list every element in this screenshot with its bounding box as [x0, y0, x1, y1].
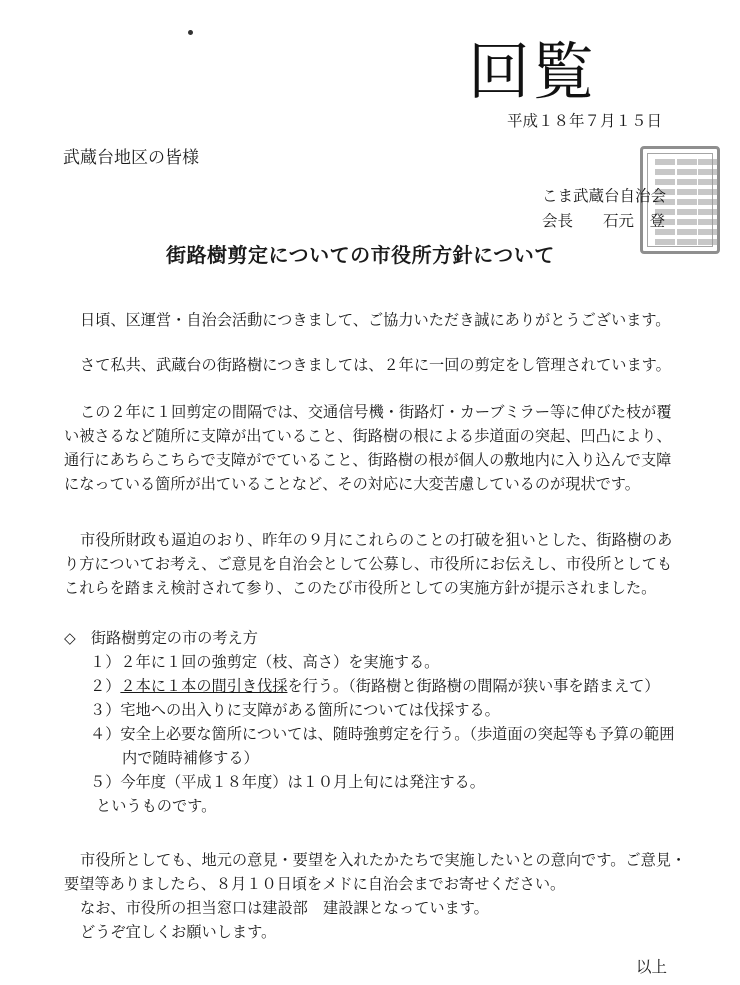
text-line: 市役所としても、地元の意見・要望を入れたかたちで実施したいとの意向です。ご意見・ — [80, 851, 687, 869]
policy-item-4: ４）安全上必要な箇所については、随時強剪定を行う。（歩道面の突起等も予算の範囲 — [90, 725, 675, 743]
chair-role: 会長 — [542, 212, 574, 230]
policy-item-1: １）２年に１回の強剪定（枝、高さ）を実施する。 — [90, 653, 440, 671]
text-line: になっている箇所が出ていることなど、その対応に大変苦慮しているのが現状です。 — [64, 475, 640, 493]
policy-heading: ◇ 街路樹剪定の市の考え方 — [64, 629, 258, 647]
ink-speck — [188, 30, 193, 35]
document-date: 平成１８年７月１５日 — [507, 112, 663, 130]
policy-section — [64, 626, 674, 818]
text-line: さて私共、武蔵台の街路樹につきましては、２年に一回の剪定をし管理されています。 — [80, 356, 671, 374]
underlined-phrase: ２本に１本の間引き伐採 — [120, 677, 288, 695]
item-number: ２） — [90, 677, 121, 695]
text-line: り方についてお考え、ご意見を自治会として公募し、市役所にお伝えし、市役所としても — [64, 555, 673, 573]
text-line: どうぞ宜しくお願いします。 — [80, 923, 277, 941]
text-line: これらを踏まえ検討されて参り、このたび市役所としての実施方針が提示されました。 — [64, 579, 657, 597]
text-line: 通行にあちらこちらで支障がでていること、街路樹の根が個人の敷地内に入り込んで支障 — [64, 451, 672, 469]
policy-list — [64, 650, 674, 818]
policy-item-4-cont: 内で随時補修する） — [122, 749, 259, 767]
circular-title: 回覧 — [468, 35, 597, 108]
policy-item-5: ５）今年度（平成１８年度）は１０月上旬には発注する。 — [90, 773, 485, 791]
sender-chair — [542, 209, 665, 231]
closing-mark: 以上 — [636, 958, 668, 976]
item-text: を行う。（街路樹と街路樹の間隔が狭い事を踏まえて） — [287, 677, 660, 695]
intro-paragraph — [64, 353, 671, 377]
text-line: この２年に１回剪定の間隔では、交通信号機・街路灯・カーブミラー等に伸びた枝が覆 — [80, 403, 672, 421]
problem-paragraph — [64, 400, 672, 496]
text-line: い被さるなど随所に支障が出ていること、街路樹の根による歩道面の突起、凹凸により、 — [64, 427, 672, 445]
policy-item-3: ３）宅地への出入りに支障がある箇所については伐採する。 — [90, 701, 500, 719]
text-line: 市役所財政も逼迫のおり、昨年の９月にこれらのことの打破を狙いとした、街路樹のあ — [80, 531, 673, 549]
text-line: 日頃、区運営・自治会活動につきまして、ご協力いただき誠にありがとうございます。 — [80, 311, 671, 329]
policy-item-2 — [90, 674, 674, 698]
document-title: 街路樹剪定についての市役所方針について — [166, 243, 555, 267]
policy-closing: というものです。 — [96, 797, 217, 815]
text-line: なお、市役所の担当窓口は建設部 建設課となっています。 — [80, 899, 489, 917]
greeting-paragraph — [64, 308, 671, 332]
background-paragraph — [64, 528, 672, 600]
sender-organization: こま武蔵台自治会 — [542, 187, 667, 205]
addressee: 武蔵台地区の皆様 — [63, 148, 199, 168]
text-line: 要望等ありましたら、８月１０日頃をメドに自治会までお寄せください。 — [64, 875, 566, 893]
chair-name: 石元 登 — [603, 212, 666, 230]
request-paragraph — [64, 848, 686, 944]
